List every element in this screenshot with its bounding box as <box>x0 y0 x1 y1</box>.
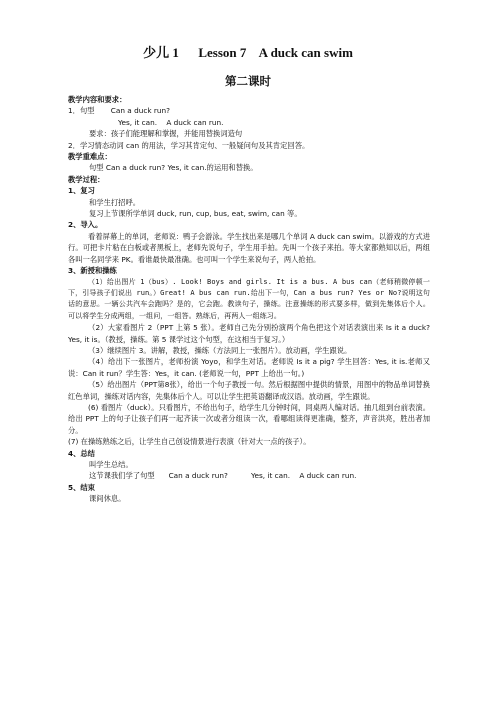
objective-item-1-answer: Yes, it can. A duck can run. <box>118 117 224 127</box>
objective-requirement: 要求：孩子们能理解和掌握，并能用替换词造句 <box>89 129 243 139</box>
lesson-body <box>68 94 430 505</box>
new-lesson-step-7: (7) 在操练熟练之后，让学生自己创设情景进行表演（针对大一点的孩子）。 <box>68 437 311 447</box>
summary-heading: 4、总结 <box>68 448 95 458</box>
lesson-subtitle: 第二课时 <box>225 74 271 88</box>
process-heading: 教学过程： <box>68 174 105 184</box>
new-lesson-step-5: （5）给出图片（PPT第8张），给出一个句子教授一句。然后根据图中提供的情景，用图中的物品单词替换红色单词，操练对话内容，先集体后个人。可以让学生把英语翻译成汉语。放动画，学生跟说。 <box>68 380 430 401</box>
objective-item-1: 1．句型 Can a duck run? <box>68 106 171 116</box>
key-points-heading: 教学重难点： <box>68 152 112 162</box>
ending-line-1: 课间休息。 <box>89 494 126 504</box>
review-heading: 1、复习 <box>68 186 95 196</box>
review-line-2: 复习上节课所学单词 duck, run, cup, bus, eat, swim, can 等。 <box>89 209 302 219</box>
intro-paragraph: 看着屏幕上的单词，老师说：鸭子会游泳。学生找出来是哪几个单词 A duck can swim。以游戏的方式进行。可把卡片粘在白板或者黑板上，老师先说句子，学生用手拍。先叫一个孩子来拍。等大家都熟知以后，两组各叫一名同学来 PK。看谁最快最准确。也可叫一个学生来说句子，两人抢拍。 <box>68 231 430 264</box>
new-lesson-step-2: （2）大家看图片 2（PPT 上第 5 张）。老师自己先分别扮演两个角色把这个对话表演出来 Is it a duck? Yes, it is。（教授，操练。第 5 课学过这个句型，在这相当于复习。） <box>68 323 430 344</box>
new-lesson-step-3: （3）继续图片 3。讲解，教授，操练（方法同上一张图片）。放动画，学生跟说。 <box>88 345 352 355</box>
ending-heading: 5、结束 <box>68 482 95 492</box>
lesson-title: 少儿 1 Lesson 7 A duck can swim <box>143 45 353 60</box>
new-lesson-step-4: （4）给出下一张图片，老师扮演 Yoyo，和学生对话。老师说 Is it a pig? 学生回答：Yes, it is.老师又说：Can it run？学生答：Yes，it can. (老师说一句，PPT 上给出一句。) <box>68 357 430 378</box>
objective-item-2: 2．学习情态动词 can 的用法，学习其肯定句、一般疑问句及其肯定回答。 <box>68 140 310 150</box>
summary-line-1: 叫学生总结。 <box>89 460 133 469</box>
intro-heading: 2、导入。 <box>68 220 103 230</box>
summary-line-2: 这节课我们学了句型 Can a duck run? Yes, it can. A duck can run. <box>89 471 357 481</box>
key-points-text: 句型 Can a duck run? Yes, it can.的运用和替换。 <box>89 163 258 173</box>
review-line-1: 和学生打招呼。 <box>89 197 141 207</box>
objectives-heading: 教学内容和要求： <box>68 95 127 104</box>
new-lesson-heading: 3、新授和操练 <box>68 266 117 276</box>
new-lesson-step-1: （1）给出图片 1（bus）. Look! Boys and girls. It is a bus. A bus can（老师稍微停顿一下，引导孩子们说出 run。）Great! A bus can run.给出下一句，Can a bus run? Yes or No?说明这句话的意思。一辆公共汽车会跑吗？是的，它会跑。教读句子，操练。注意操练的形式要多样，做到先集体后个人。可以将学生分成两组，一组问，一组答。熟练后，再两人一组练习。 <box>68 277 430 320</box>
new-lesson-step-6: (6) 看图片（duck）。只看图片，不给出句子，给学生几分钟时间，同桌两人编对话。抽几组到台前表演。给出 PPT 上的句子让孩子们再一起齐读一次或者分组读一次，看哪组读得更准确，整齐，声音洪亮，胜出者加分。 <box>68 402 430 435</box>
